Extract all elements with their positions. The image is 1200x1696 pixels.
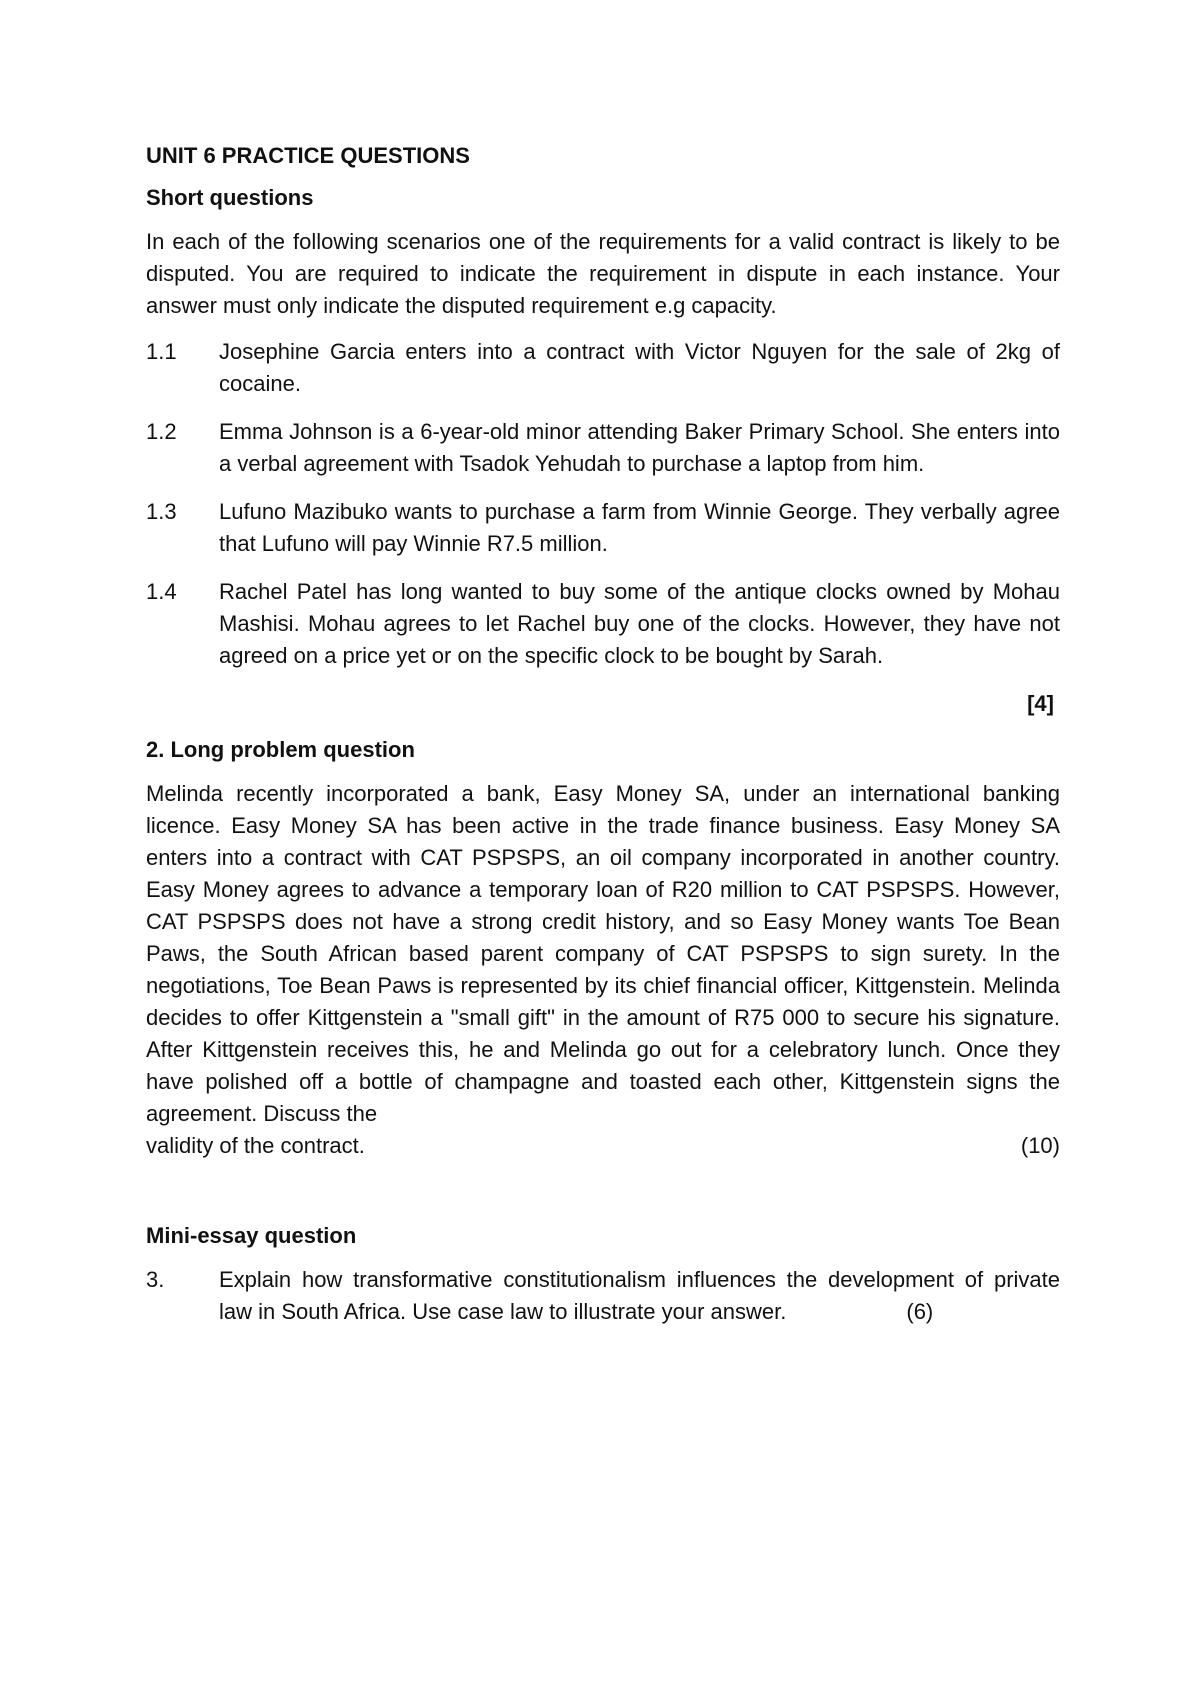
question-1-2: [146, 416, 1060, 480]
question-text: Emma Johnson is a 6-year-old minor attending Baker Primary School. She enters into a verbal agreement with Tsadok Yehudah to purchase a laptop from him.: [219, 419, 1060, 476]
mini-essay-heading: Mini-essay question: [146, 1223, 357, 1248]
short-questions-intro: In each of the following scenarios one of the requirements for a valid contract is likely to be disputed. You are required to indicate the requirement in dispute in each instance. Your answer must only indicate the disputed requirement e.g capacity.: [146, 229, 1060, 318]
essay-question-text: Explain how transformative constitutionalism influences the development of private law in South Africa. Use case law to illustrate your answer.: [219, 1267, 1060, 1324]
question-number: 1.2: [146, 419, 177, 444]
long-question-body: Melinda recently incorporated a bank, Easy Money SA, under an international banking licence. Easy Money SA has been active in the trade finance business. Easy Money SA enters into a contract with CAT PSPSPS, an oil company incorporated in another country. Easy Money agrees to advance a temporary loan of R20 million to CAT PSPSPS. However, CAT PSPSPS does not have a strong credit history, and so Easy Money wants Toe Bean Paws, the South African based parent company of CAT PSPSPS to sign surety. In the negotiations, Toe Bean Paws is represented by its chief financial officer, Kittgenstein. Melinda decides to offer Kittgenstein a "small gift" in the amount of R75 000 to secure his signature. After Kittgenstein receives this, he and Melinda go out for a celebratory lunch. Once they have polished off a bottle of champagne and toasted each other, Kittgenstein signs the agreement. Discuss the: [146, 781, 1060, 1126]
question-text: [219, 1264, 1060, 1328]
question-1-3: [146, 496, 1060, 560]
question-text: Lufuno Mazibuko wants to purchase a farm from Winnie George. They verbally agree that Lufuno will pay Winnie R7.5 million.: [219, 499, 1060, 556]
question-text: Josephine Garcia enters into a contract with Victor Nguyen for the sale of 2kg of cocaine.: [219, 339, 1060, 396]
long-question-tail: validity of the contract.: [146, 1133, 365, 1158]
question-1-4: [146, 576, 1060, 672]
question-number: 3.: [146, 1267, 165, 1292]
long-question-heading: 2. Long problem question: [146, 737, 415, 762]
short-questions-marks: [4]: [1027, 691, 1054, 716]
essay-question-marks: (6): [906, 1299, 934, 1324]
question-text: Rachel Patel has long wanted to buy some of the antique clocks owned by Mohau Mashisi. Mohau agrees to let Rachel buy one of the clocks. However, they have not agreed on a price yet or on the specific clock to be bought by Sarah.: [219, 579, 1060, 668]
question-3: [146, 1264, 1060, 1328]
question-1-1: [146, 336, 1060, 400]
question-number: 1.3: [146, 499, 177, 524]
page-title: UNIT 6 PRACTICE QUESTIONS: [146, 143, 470, 168]
long-question-marks: (10): [1020, 1133, 1060, 1158]
question-number: 1.4: [146, 579, 177, 604]
short-questions-heading: Short questions: [146, 185, 314, 210]
long-question-last-line: [146, 1130, 1060, 1162]
document-page: [146, 140, 1060, 1344]
question-number: 1.1: [146, 339, 177, 364]
